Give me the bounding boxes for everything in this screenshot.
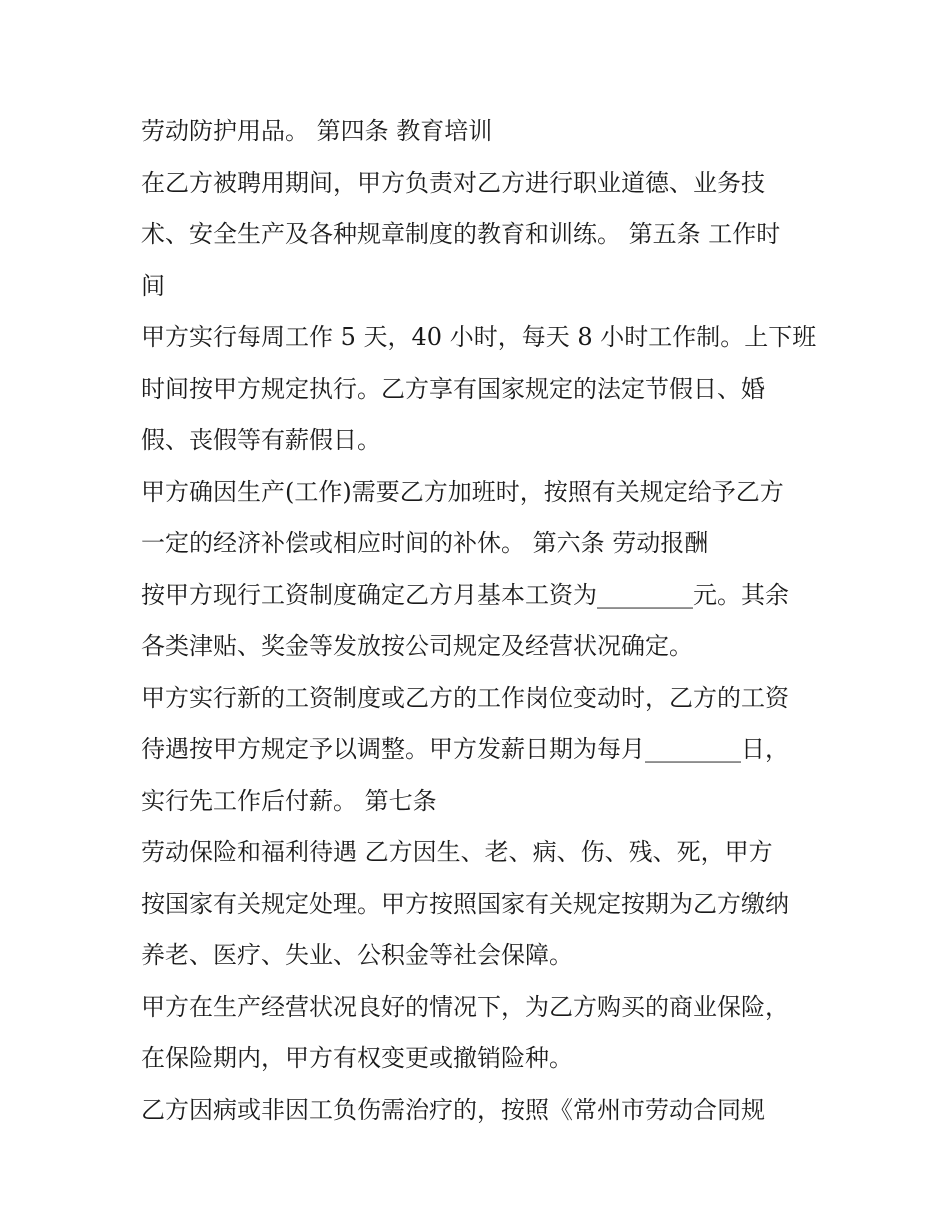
text-line: 各类津贴、奖金等发放按公司规定及经营状况确定。 [141,632,693,660]
text-line: 假、丧假等有薪假日。 [141,426,381,454]
text-line: 甲方实行新的工资制度或乙方的工作岗位变动时，乙方的工资 [141,683,789,712]
text-line: 甲方确因生产(工作)需要乙方加班时，按照有关规定给予乙方 [141,477,784,506]
text-line: 间 [141,271,165,300]
text-line: 甲方在生产经营状况良好的情况下，为乙方购买的商业保险， [141,992,789,1021]
text-line: 按国家有关规定处理。甲方按照国家有关规定按期为乙方缴纳 [141,889,789,918]
text-line: 甲方实行每周工作 5 天，40 小时，每天 8 小时工作制。上下班 [141,323,817,351]
text-line: 劳动保险和福利待遇 乙方因生、老、病、伤、残、死，甲方 [141,838,773,866]
text-line: 乙方因病或非因工负伤需治疗的，按照《常州市劳动合同规 [141,1095,765,1124]
text-line: 术、安全生产及各种规章制度的教育和训练。 第五条 工作时 [141,220,781,248]
text-line: 养老、医疗、失业、公积金等社会保障。 [141,941,573,969]
text-line: 时间按甲方规定执行。乙方享有国家规定的法定节假日、婚 [141,374,765,403]
text-line: 在乙方被聘用期间，甲方负责对乙方进行职业道德、业务技 [141,168,765,197]
text-line: 按甲方现行工资制度确定乙方月基本工资为________元。其余 [141,580,789,609]
document-body [141,106,821,1136]
text-line: 待遇按甲方规定予以调整。甲方发薪日期为每月________日， [141,735,789,763]
text-line: 实行先工作后付薪。 第七条 [141,786,437,815]
text-line: 一定的经济补偿或相应时间的补休。 第六条 劳动报酬 [141,529,709,557]
text-line: 劳动防护用品。 第四条 教育培训 [141,117,493,145]
text-line: 在保险期内，甲方有权变更或撤销险种。 [141,1044,573,1072]
